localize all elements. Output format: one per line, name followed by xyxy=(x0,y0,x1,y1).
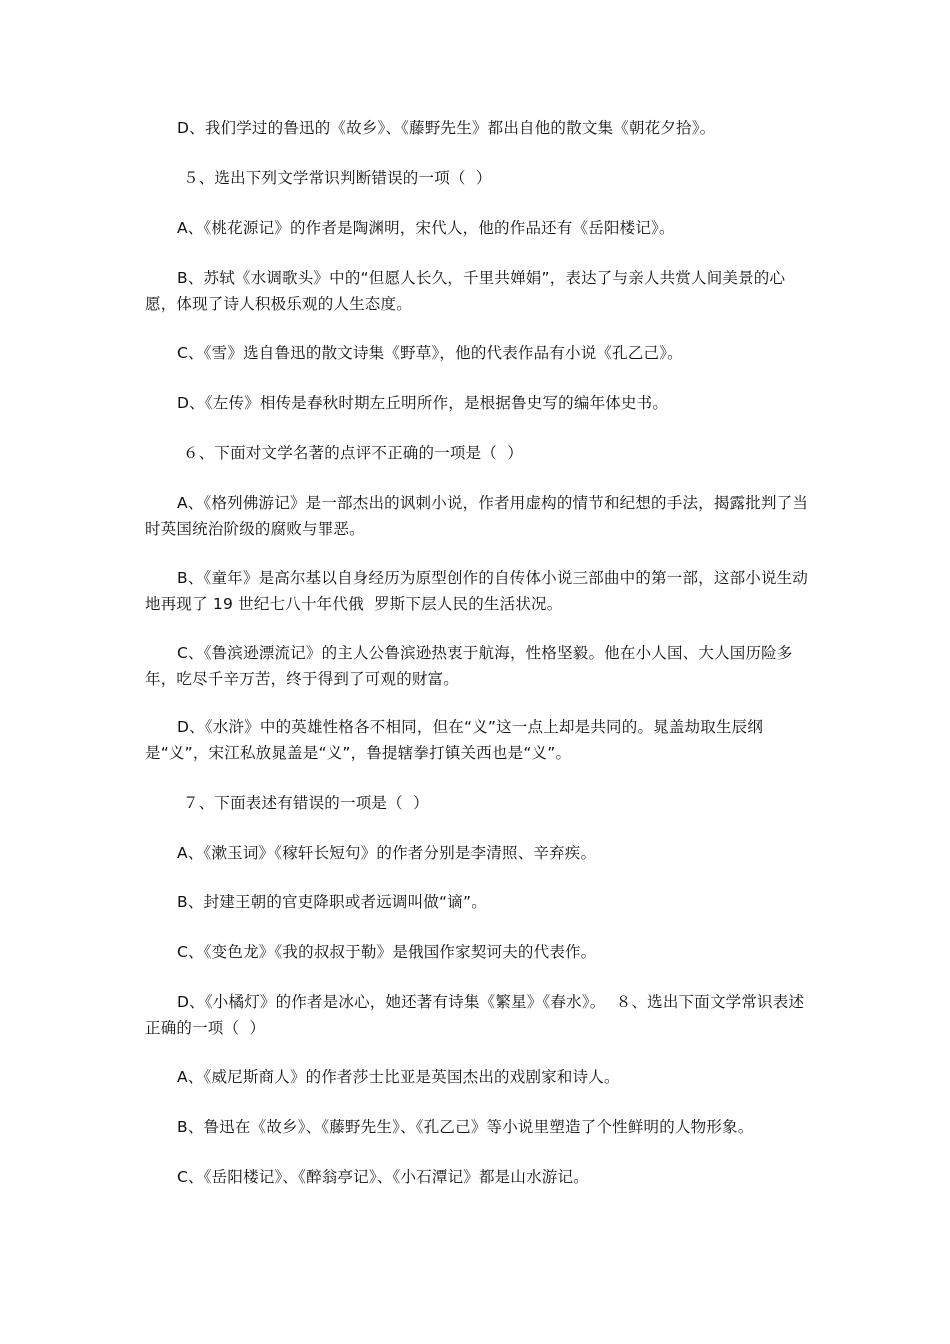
question-7: ７、下面表述有错误的一项是（ ） xyxy=(183,794,429,812)
option-c-q6: C、《鲁滨逊漂流记》的主人公鲁滨逊热衷于航海，性格坚毅。他在小人国、大人国历险多年，吃尽千辛万苦，终于得到了可观的财富。 xyxy=(145,644,793,688)
option-a-q5: A、《桃花源记》的作者是陶渊明，宋代人，他的作品还有《岳阳楼记》。 xyxy=(177,219,675,237)
option-b-q5: B、苏轼《水调歌头》中的“但愿人长久，千里共婵娟”，表达了与亲人共赏人间美景的心愿，体现了诗人积极乐观的人生态度。 xyxy=(145,269,786,313)
option-b-q7: B、封建王朝的官吏降职或者远调叫做“谪”。 xyxy=(177,893,487,911)
option-c-q7: C、《变色龙》《我的叔叔于勒》是俄国作家契诃夫的代表作。 xyxy=(177,943,597,961)
option-d-q5: D、《左传》相传是春秋时期左丘明所作，是根据鲁史写的编年体史书。 xyxy=(177,394,669,412)
option-a-q6: A、《格列佛游记》是一部杰出的讽刺小说，作者用虚构的情节和纪想的手法，揭露批判了当时英国统治阶级的腐败与罪恶。 xyxy=(145,494,809,538)
option-d-q6: D、《水浒》中的英雄性格各不相同，但在“义”这一点上却是共同的。晁盖劫取生辰纲是“义”，宋江私放晁盖是“义”，鲁提辖拳打镇关西也是“义”。 xyxy=(145,718,764,762)
option-d-q4: D、我们学过的鲁迅的《故乡》、《藤野先生》都出自他的散文集《朝花夕拾》。 xyxy=(177,119,716,137)
option-c-q8: C、《岳阳楼记》、《醉翁亭记》、《小石潭记》都是山水游记。 xyxy=(177,1168,589,1186)
question-6: ６、下面对文学名著的点评不正确的一项是（ ） xyxy=(183,444,523,462)
option-c-q5: C、《雪》选自鲁迅的散文诗集《野草》，他的代表作品有小说《孔乙己》。 xyxy=(177,344,683,362)
option-b-q6: B、《童年》是高尔基以自身经历为原型创作的自传体小说三部曲中的第一部，这部小说生动地再现了 19 世纪七八十年代俄 罗斯下层人民的生活状况。 xyxy=(145,569,809,613)
option-b-q8: B、鲁迅在《故乡》、《藤野先生》、《孔乙己》等小说里塑造了个性鲜明的人物形象。 xyxy=(177,1118,754,1136)
option-d-q7-and-question-8: D、《小橘灯》的作者是冰心，她还著有诗集《繁星》《春水》。 ８、选出下面文学常识表述正确的一项（ ） xyxy=(145,993,805,1037)
option-a-q8: A、《威尼斯商人》的作者莎士比亚是英国杰出的戏剧家和诗人。 xyxy=(177,1068,620,1086)
question-5: ５、选出下列文学常识判断错误的一项（ ） xyxy=(183,169,492,187)
option-a-q7: A、《漱玉词》《稼轩长短句》的作者分别是李清照、辛弃疾。 xyxy=(177,844,597,862)
